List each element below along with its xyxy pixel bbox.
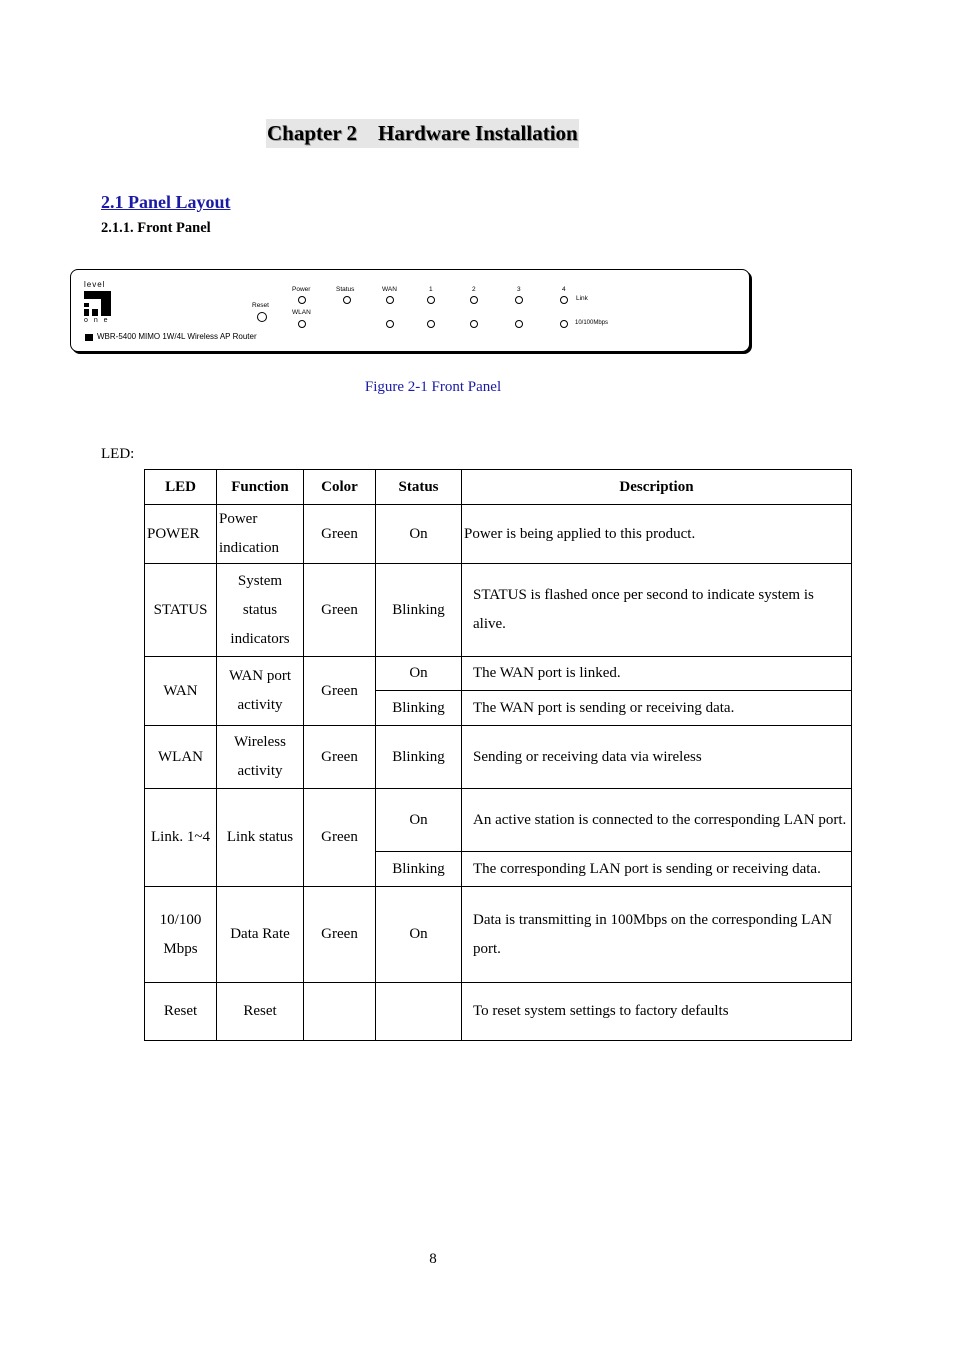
status-cell: Blinking [376, 691, 462, 726]
header-function: Function [217, 470, 304, 505]
port3-link-led [515, 296, 523, 304]
header-status: Status [376, 470, 462, 505]
color-cell: Green [304, 789, 376, 887]
wan-rate-led [386, 320, 394, 328]
port2-label: 2 [472, 286, 476, 293]
led-cell: Reset [145, 983, 217, 1041]
link-label: Link [576, 295, 588, 302]
status-cell [376, 983, 462, 1041]
led-table [144, 469, 852, 1041]
status-led [343, 296, 351, 304]
header-description: Description [462, 470, 852, 505]
status-cell: Blinking [376, 726, 462, 789]
port1-label: 1 [429, 286, 433, 293]
wan-label: WAN [382, 286, 397, 293]
led-cell: Link. 1~4 [145, 789, 217, 887]
function-cell: Wireless activity [217, 726, 304, 789]
color-cell: Green [304, 505, 376, 564]
led-cell: STATUS [145, 564, 217, 657]
port3-rate-led [515, 320, 523, 328]
color-cell: Green [304, 564, 376, 657]
port2-rate-led [470, 320, 478, 328]
model-square-icon [85, 334, 93, 341]
figure-caption: Figure 2-1 Front Panel [364, 379, 502, 395]
function-cell: System status indicators [217, 564, 304, 657]
subsection-heading: 2.1.1. Front Panel [101, 220, 211, 236]
description-cell: Data is transmitting in 100Mbps on the corresponding LAN port. [462, 887, 852, 983]
status-cell: Blinking [376, 564, 462, 657]
table-row [145, 726, 852, 789]
port3-label: 3 [517, 286, 521, 293]
power-label: Power [292, 286, 311, 293]
chapter-title: Chapter 2 Hardware Installation [266, 119, 579, 148]
led-label: LED: [101, 446, 135, 462]
status-cell: On [376, 887, 462, 983]
model-text: WBR-5400 MIMO 1W/4L Wireless AP Router [97, 332, 257, 341]
logo-text-bottom: o n e [84, 317, 110, 324]
page-number: 8 [429, 1251, 437, 1267]
function-cell: Data Rate [217, 887, 304, 983]
status-cell: On [376, 505, 462, 564]
description-cell: The corresponding LAN port is sending or receiving data. [462, 852, 852, 887]
color-cell: Green [304, 657, 376, 726]
rate-label: 10/100Mbps [575, 320, 609, 326]
description-cell: An active station is connected to the corresponding LAN port. [462, 789, 852, 852]
port1-rate-led [427, 320, 435, 328]
header-led: LED [145, 470, 217, 505]
table-header-row [145, 470, 852, 505]
function-cell: WAN port activity [217, 657, 304, 726]
port4-rate-led [560, 320, 568, 328]
description-cell: The WAN port is linked. [462, 657, 852, 691]
led-cell: WAN [145, 657, 217, 726]
status-cell: On [376, 657, 462, 691]
description-cell: Power is being applied to this product. [462, 505, 852, 564]
reset-label: Reset [252, 302, 269, 309]
port2-link-led [470, 296, 478, 304]
table-row [145, 887, 852, 983]
description-cell: Sending or receiving data via wireless [462, 726, 852, 789]
table-row [145, 789, 852, 852]
table-row [145, 983, 852, 1041]
wan-link-led [386, 296, 394, 304]
color-cell [304, 983, 376, 1041]
table-row [145, 657, 852, 691]
function-cell: Power indication [217, 505, 304, 564]
led-cell: 10/100 Mbps [145, 887, 217, 983]
wlan-label: WLAN [292, 309, 311, 316]
table-row [145, 564, 852, 657]
description-cell: STATUS is flashed once per second to indicate system is alive. [462, 564, 852, 657]
description-cell: The WAN port is sending or receiving data. [462, 691, 852, 726]
table-row [145, 505, 852, 564]
wlan-led [298, 320, 306, 328]
port4-link-led [560, 296, 568, 304]
led-cell: WLAN [145, 726, 217, 789]
color-cell: Green [304, 726, 376, 789]
section-heading: 2.1 Panel Layout [101, 192, 231, 212]
function-cell: Link status [217, 789, 304, 887]
status-label: Status [336, 286, 355, 293]
logo-text-top: level [84, 280, 106, 289]
port1-link-led [427, 296, 435, 304]
color-cell: Green [304, 887, 376, 983]
front-panel-figure [70, 269, 750, 352]
level-one-logo [84, 291, 114, 317]
power-led [298, 296, 306, 304]
status-cell: Blinking [376, 852, 462, 887]
led-cell: POWER [145, 505, 217, 564]
description-cell: To reset system settings to factory defaults [462, 983, 852, 1041]
status-cell: On [376, 789, 462, 852]
port4-label: 4 [562, 286, 566, 293]
function-cell: Reset [217, 983, 304, 1041]
header-color: Color [304, 470, 376, 505]
reset-button [257, 312, 267, 322]
